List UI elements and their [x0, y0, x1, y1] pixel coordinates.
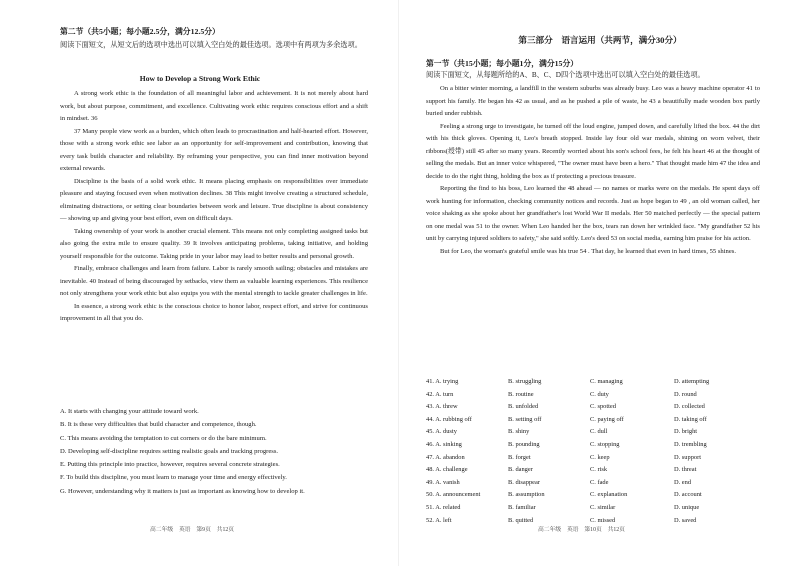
paragraph: Feeling a strong urge to investigate, he turned off the loud engine, jumped down, and carefully lifted the box. 44 the dirt with his thick gloves. Opening it, Leo's breath stopped. Inside lay four old war medals, shining on worn velvet, their ribbons(绶带) still 45 after so many years. Recently worried about his son's school fees, he felt his heart 46 at the thought of selling the medals. But an inner voice whispered, "The owner must have been a hero." That thought made him 47 the idea and decide to do the right thing, holding the box as if protecting a precious treasure. — [426, 122, 760, 180]
cloze-body — [426, 83, 760, 258]
part-title: 第三部分 语言运用（共两节，满分30分） — [518, 35, 682, 45]
answer-row — [426, 426, 776, 439]
answer-row — [426, 376, 776, 389]
option-c: C. fade — [590, 478, 609, 486]
option-a: 44. A. rubbing off — [426, 415, 472, 423]
paragraph: Taking ownership of your work is another crucial element. This means not only completing assigned tasks but also going the extra mile to ensure quality. 39 It involves anticipating problems, taking initiative, and holding yourself responsible for the outcome. Taking pride in your labor may lead to better results and personal growth. — [60, 227, 368, 260]
option-b: B. setting off — [508, 415, 542, 423]
option-list — [60, 405, 390, 498]
page-fold — [398, 0, 399, 566]
answer-row — [426, 452, 776, 465]
option-a: 49. A. vanish — [426, 478, 460, 486]
section-title: 第一节（共15小题；每小题1分，满分15分） — [426, 59, 579, 68]
page-footer: 高二年级 英语 第10页 共12页 — [538, 527, 625, 533]
option-c: C. keep — [590, 453, 610, 461]
option-d: D. threat — [674, 466, 697, 474]
answer-row — [426, 389, 776, 402]
option-a: 43. A. threw — [426, 403, 458, 411]
answer-row — [426, 401, 776, 414]
option-b: B. assumption — [508, 491, 545, 499]
option-d: D. round — [674, 390, 697, 398]
option-a: 51. A. related — [426, 503, 461, 511]
answer-row — [426, 414, 776, 427]
option-item: B. It is these very difficulties that build character and competence, though. — [60, 421, 257, 429]
option-c: C. dull — [590, 428, 608, 436]
paragraph: Reporting the find to his boss, Leo learned the 48 ahead — no names or marks were on the medals. He spent days off work hunting for information, checking community notices and records. Just as hope began to 49 , an old woman called, her voice shaking as she spoke about her grandfather's lost World War II medals. Her 50 matched perfectly — the special pattern on one medal was 51 to the owner. When Leo handed her the box, tears ran down her wrinkled face. "My grandfather 52 his unit by carrying injured soldiers to safety," she said softly. Leo's deed 53 on social media, earning him praise for his action. — [426, 185, 760, 242]
answer-row — [426, 502, 776, 515]
answer-row — [426, 464, 776, 477]
option-d: D. bright — [674, 428, 698, 436]
answer-row — [426, 489, 776, 502]
option-c: C. paying off — [590, 415, 624, 423]
option-a: 45. A. dusty — [426, 428, 457, 436]
answer-options — [426, 376, 776, 527]
paragraph: A strong work ethic is the foundation of all meaningful labor and achievement. It is not merely about hard work, but about purpose, commitment, and excellence. Cultivating work ethic requires conscious effort and a shift in mindset. 36 — [60, 90, 368, 122]
option-c: C. managing — [590, 378, 623, 385]
option-a: 50. A. announcement — [426, 491, 481, 499]
option-b: B. forget — [508, 453, 531, 461]
option-d: D. end — [674, 478, 692, 486]
option-b: B. quitted — [508, 516, 534, 524]
option-d: D. attempting — [674, 378, 710, 385]
option-item: E. Putting this principle into practice, however, requires several concrete strategies. — [60, 461, 280, 469]
option-c: C. duty — [590, 390, 609, 398]
option-d: D. unique — [674, 503, 700, 511]
paragraph: 37 Many people view work as a burden, which often leads to procrastination and half-hearted effort. However, those with a strong work ethic see labor as an opportunity for self-improvement and contribution, knowing that every task builds character and reliability. By reframing your perspective, you can find inner motivation beyond external rewards. — [60, 127, 368, 172]
option-b: B. pounding — [508, 440, 540, 448]
option-b: B. familiar — [508, 503, 536, 511]
option-item: G. However, understanding why it matters is just as important as knowing how to develop it. — [60, 487, 305, 495]
option-c: C. spotted — [590, 403, 616, 411]
page-footer: 高二年级 英语 第9页 共12页 — [150, 527, 235, 533]
option-d: D. saved — [674, 516, 697, 524]
option-c: C. explanation — [590, 491, 628, 499]
option-d: D. collected — [674, 403, 705, 411]
paragraph: But for Leo, the woman's grateful smile was his true 54 . That day, he learned that even in hard times, 55 shines. — [440, 247, 737, 255]
option-b: B. routine — [508, 390, 534, 398]
option-d: D. support — [674, 453, 701, 461]
paragraph: Finally, embrace challenges and learn from failure. Labor is rarely smooth sailing; obstacles and mistakes are inevitable. 40 Instead of being discouraged by setbacks, view them as valuable learning experiences. This resilience not only strengthens your work ethic but also equips you with the mental strength to tackle greater challenges in life. — [60, 265, 368, 297]
section-title: 第二节（共5小题；每小题2.5分，满分12.5分） — [60, 27, 220, 36]
section-intro: 阅读下面短文，从短文后的选项中选出可以填入空白处的最佳选项。选项中有两项为多余选项。 — [60, 41, 362, 49]
option-a: 46. A. sinking — [426, 440, 462, 448]
answer-row — [426, 439, 776, 452]
option-a: 41. A. trying — [426, 378, 459, 385]
section-intro: 阅读下面短文，从每题所给的A、B、C、D四个选项中选出可以填入空白处的最佳选项。 — [426, 71, 705, 79]
option-a: 47. A. abandon — [426, 453, 465, 461]
option-b: B. shiny — [508, 428, 530, 436]
option-c: C. stopping — [590, 440, 620, 448]
option-b: B. struggling — [508, 378, 542, 385]
option-c: C. risk — [590, 466, 608, 474]
option-item: F. To build this discipline, you must learn to manage your time and energy effectively. — [60, 474, 287, 482]
option-b: B. unfolded — [508, 403, 539, 411]
paragraph: Discipline is the basis of a solid work ethic. It means placing emphasis on responsibilities over immediate pleasure and staying focused even when motivation declines. 38 This might involve creating a structured schedule, eliminating distractions, or setting clear boundaries between work and leisure. True discipline is about consistency— showing up and giving your best effort, even on difficult days. — [60, 177, 368, 222]
option-d: D. trembling — [674, 440, 707, 448]
option-item: A. It starts with changing your attitude toward work. — [60, 408, 199, 415]
article-title: How to Develop a Strong Work Ethic — [139, 74, 261, 83]
option-d: D. account — [674, 491, 702, 499]
option-a: 48. A. challenge — [426, 466, 468, 474]
paragraph: In essence, a strong work ethic is the conscious choice to honor labor, respect effort, and strive for continuous improvement in all that you do. — [60, 302, 368, 322]
paragraph: On a bitter winter morning, a landfill in the western suburbs was already busy. Leo was a heavy machine operator 41 to support his family. He began his 42 as usual, and as he pushed a pile of waste, he 43 a beautifully made wooden box partly buried under rubbish. — [426, 85, 760, 117]
option-item: D. Developing self-discipline requires setting realistic goals and tracking progress. — [60, 447, 279, 455]
article-body — [60, 88, 368, 326]
option-b: B. disappear — [508, 478, 540, 486]
option-d: D. taking off — [674, 415, 707, 423]
option-c: C. missed — [590, 516, 616, 524]
answer-row — [426, 477, 776, 490]
option-a: 52. A. left — [426, 516, 452, 524]
option-b: B. danger — [508, 466, 533, 474]
option-c: C. similar — [590, 503, 616, 511]
option-item: C. This means avoiding the temptation to cut corners or do the bare minimum. — [60, 434, 267, 442]
option-a: 42. A. turn — [426, 390, 454, 398]
